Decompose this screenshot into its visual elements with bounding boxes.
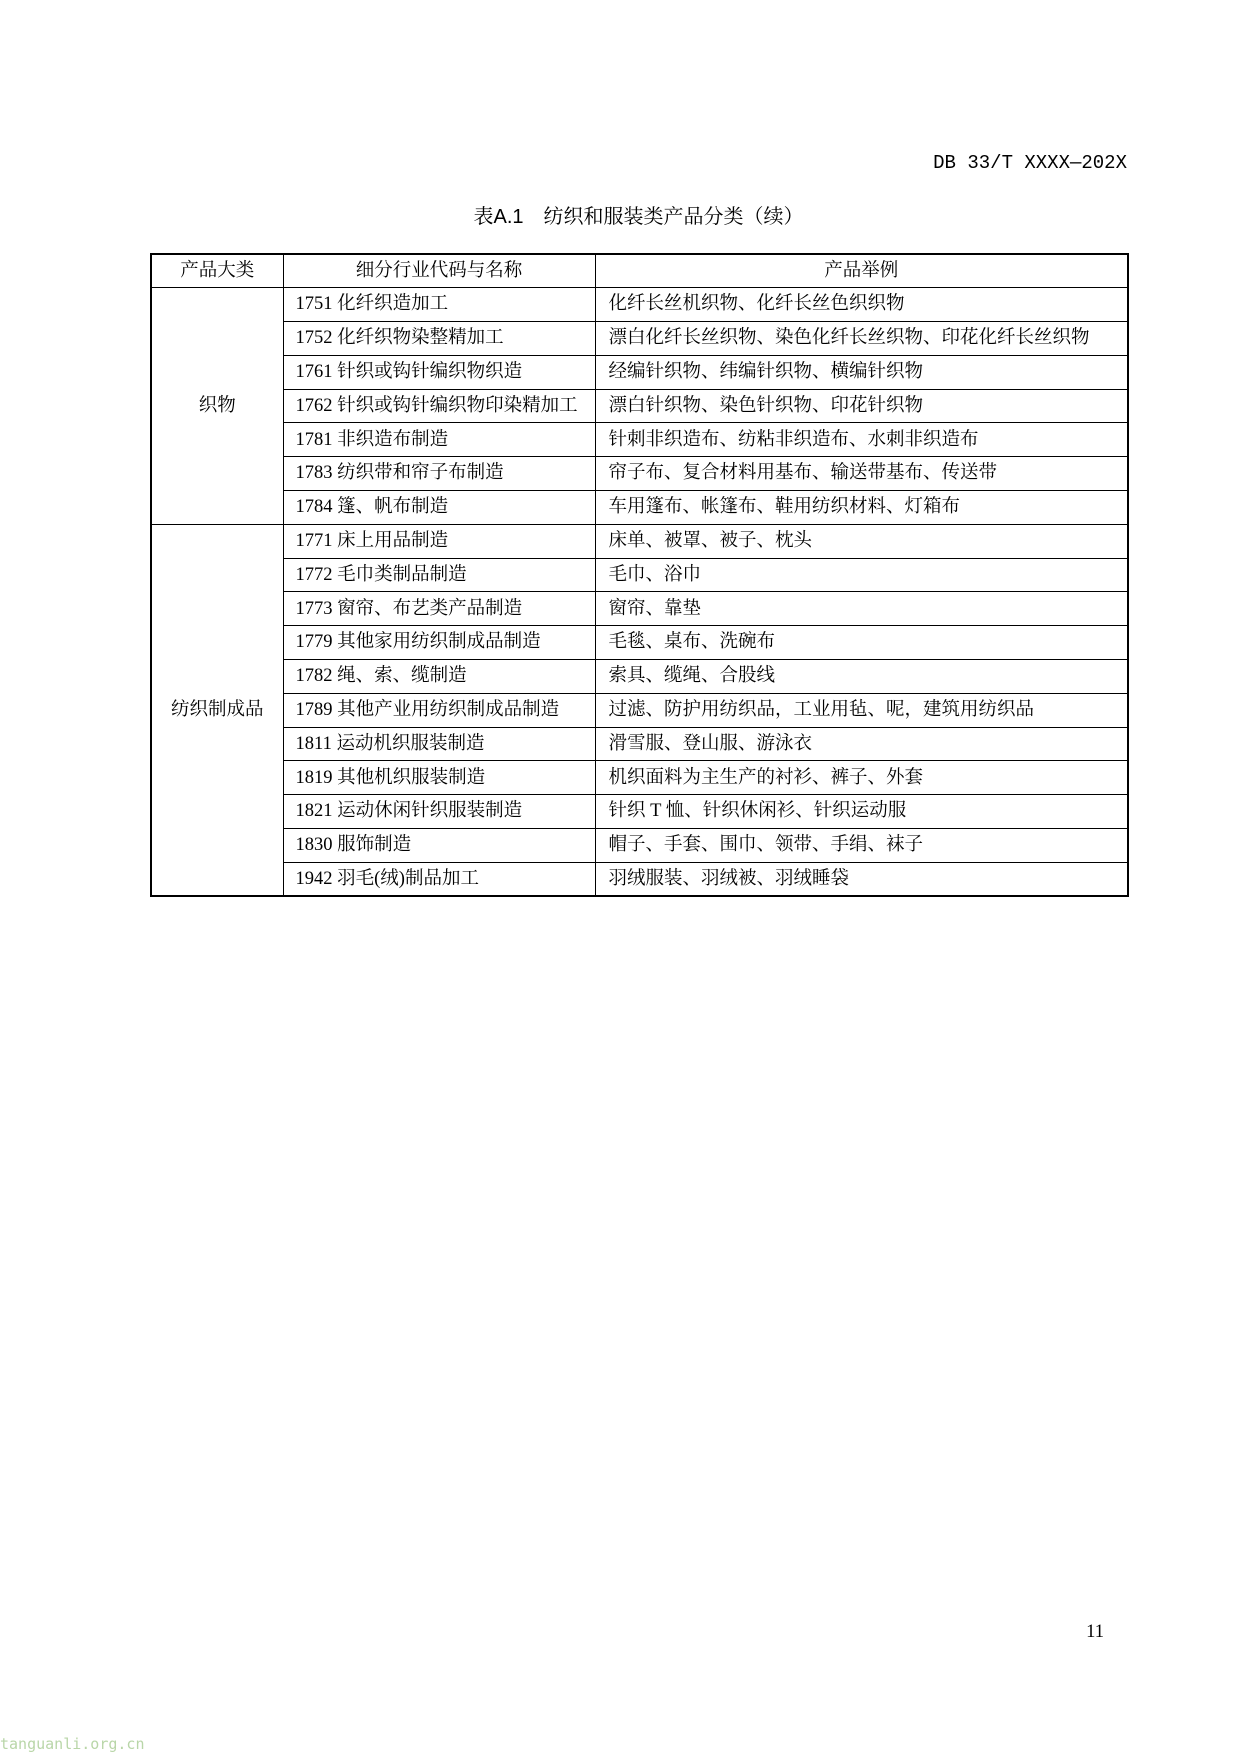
table-row <box>151 322 1128 356</box>
table-row <box>151 626 1128 660</box>
industry-name: 篷、帆布制造 <box>337 497 449 518</box>
table-row <box>151 660 1128 694</box>
industry-name: 其他产业用纺织制成品制造 <box>337 700 560 720</box>
table-row <box>151 558 1128 592</box>
code-name-cell <box>283 592 595 626</box>
table-title: 纺织和服装类产品分类（续） <box>543 206 804 228</box>
code-name-cell <box>283 288 595 322</box>
table-caption <box>150 204 1127 230</box>
industry-code: 1821 <box>295 801 333 822</box>
examples-cell: 过滤、防护用纺织品，工业用毡、呢，建筑用纺织品 <box>595 693 1128 727</box>
watermark: tanguanli.org.cn <box>0 1736 145 1753</box>
industry-name: 非织造布制造 <box>337 429 449 450</box>
industry-code: 1781 <box>295 429 333 450</box>
industry-name: 窗帘、布艺类产品制造 <box>337 598 523 619</box>
code-name-cell <box>283 491 595 525</box>
industry-name: 毛巾类制品制造 <box>337 564 467 585</box>
industry-code: 1772 <box>295 564 333 585</box>
examples-cell: 经编针织物、纬编针织物、横编针织物 <box>595 355 1128 389</box>
table-row <box>151 288 1128 322</box>
table-row <box>151 693 1128 727</box>
category-cell: 织物 <box>151 288 283 525</box>
examples-cell: 索具、缆绳、合股线 <box>595 660 1128 694</box>
column-header-code-name: 细分行业代码与名称 <box>283 254 595 288</box>
examples-cell: 窗帘、靠垫 <box>595 592 1128 626</box>
examples-cell: 帘子布、复合材料用基布、输送带基布、传送带 <box>595 457 1128 491</box>
industry-name: 化纤织造加工 <box>337 294 449 315</box>
table-row <box>151 355 1128 389</box>
industry-code: 1752 <box>295 328 333 349</box>
table-row <box>151 592 1128 626</box>
table-header-row <box>151 254 1128 288</box>
code-name-cell <box>283 524 595 558</box>
industry-code: 1782 <box>295 666 333 687</box>
code-name-cell <box>283 322 595 356</box>
code-name-cell <box>283 761 595 795</box>
code-name-cell <box>283 795 595 829</box>
industry-code: 1819 <box>295 767 333 788</box>
table-row <box>151 524 1128 558</box>
table-row <box>151 829 1128 863</box>
table-row <box>151 389 1128 423</box>
product-classification-table <box>150 253 1129 897</box>
code-name-cell <box>283 389 595 423</box>
table-row <box>151 795 1128 829</box>
code-name-cell <box>283 693 595 727</box>
table-row <box>151 761 1128 795</box>
examples-cell: 帽子、手套、围巾、领带、手绢、袜子 <box>595 829 1128 863</box>
industry-name: 运动休闲针织服装制造 <box>337 801 523 822</box>
page-number: 11 <box>1086 1622 1104 1642</box>
code-name-cell <box>283 862 595 896</box>
examples-cell: 机织面料为主生产的衬衫、裤子、外套 <box>595 761 1128 795</box>
industry-name: 羽毛(绒)制品加工 <box>337 868 479 889</box>
industry-name: 运动机织服装制造 <box>336 733 485 754</box>
code-name-cell <box>283 355 595 389</box>
code-name-cell <box>283 727 595 761</box>
examples-cell: 漂白化纤长丝织物、染色化纤长丝织物、印花化纤长丝织物 <box>595 322 1128 356</box>
examples-cell: 针织 T 恤、针织休闲衫、针织运动服 <box>595 795 1128 829</box>
table-row <box>151 457 1128 491</box>
industry-code: 1789 <box>295 700 333 720</box>
industry-code: 1830 <box>295 835 333 856</box>
industry-code: 1779 <box>295 632 333 653</box>
category-cell: 纺织制成品 <box>151 524 283 896</box>
industry-code: 1751 <box>295 294 333 315</box>
code-name-cell <box>283 626 595 660</box>
code-name-cell <box>283 423 595 457</box>
examples-cell: 车用篷布、帐篷布、鞋用纺织材料、灯箱布 <box>595 491 1128 525</box>
industry-code: 1783 <box>295 463 333 484</box>
table-row <box>151 423 1128 457</box>
examples-cell: 床单、被罩、被子、枕头 <box>595 524 1128 558</box>
examples-cell: 漂白针织物、染色针织物、印花针织物 <box>595 389 1128 423</box>
table-row <box>151 862 1128 896</box>
document-number: DB 33/T XXXX—202X <box>933 152 1127 174</box>
industry-name: 绳、索、缆制造 <box>337 666 467 687</box>
table-label: 表A.1 <box>473 206 524 228</box>
industry-code: 1773 <box>295 598 333 619</box>
industry-name: 其他机织服装制造 <box>337 767 486 788</box>
industry-code: 1784 <box>295 497 333 518</box>
code-name-cell <box>283 457 595 491</box>
examples-cell: 针刺非织造布、纺粘非织造布、水刺非织造布 <box>595 423 1128 457</box>
industry-code: 1771 <box>295 531 333 552</box>
industry-name: 服饰制造 <box>337 835 412 856</box>
industry-name: 其他家用纺织制成品制造 <box>337 632 541 653</box>
industry-code: 1761 <box>295 362 333 383</box>
industry-code: 1762 <box>295 395 333 416</box>
column-header-examples: 产品举例 <box>595 254 1128 288</box>
examples-cell: 滑雪服、登山服、游泳衣 <box>595 727 1128 761</box>
industry-name: 纺织带和帘子布制造 <box>337 463 504 484</box>
industry-name: 针织或钩针编织物织造 <box>337 362 523 383</box>
table-row <box>151 727 1128 761</box>
industry-code: 1811 <box>295 733 332 754</box>
industry-code: 1942 <box>295 868 333 889</box>
code-name-cell <box>283 660 595 694</box>
column-header-category: 产品大类 <box>151 254 283 288</box>
examples-cell: 羽绒服装、羽绒被、羽绒睡袋 <box>595 862 1128 896</box>
examples-cell: 毛毯、桌布、洗碗布 <box>595 626 1128 660</box>
table-row <box>151 491 1128 525</box>
industry-name: 针织或钩针编织物印染精加工 <box>337 395 578 416</box>
code-name-cell <box>283 558 595 592</box>
examples-cell: 毛巾、浴巾 <box>595 558 1128 592</box>
industry-name: 床上用品制造 <box>337 531 449 552</box>
industry-name: 化纤织物染整精加工 <box>337 328 504 349</box>
code-name-cell <box>283 829 595 863</box>
examples-cell: 化纤长丝机织物、化纤长丝色织织物 <box>595 288 1128 322</box>
